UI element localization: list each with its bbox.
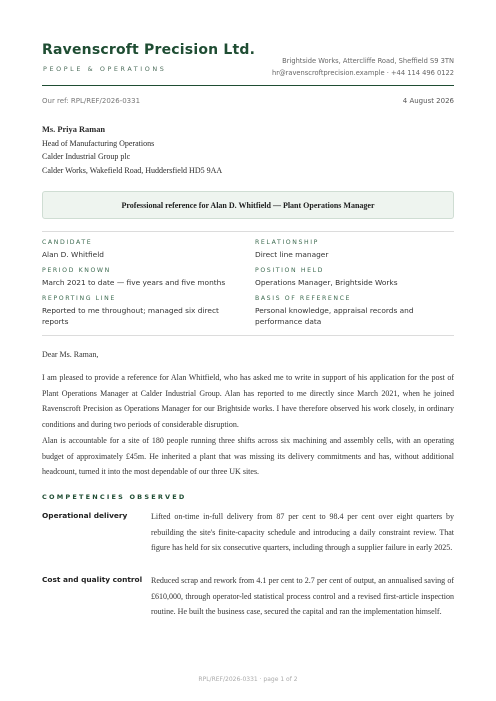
detail-label: RELATIONSHIP: [255, 239, 319, 246]
details-bottom-divider: [42, 335, 454, 336]
company-contact: hr@ravenscroftprecision.example · +44 114 496 0122: [271, 69, 454, 77]
department-name: PEOPLE & OPERATIONS: [43, 65, 167, 73]
recipient-name: Ms. Priya Raman: [42, 125, 106, 134]
reference-number: Our ref: RPL/REF/2026-0331: [42, 97, 141, 105]
detail-label: CANDIDATE: [42, 239, 93, 246]
recipient-title: Head of Manufacturing Operations: [42, 138, 155, 148]
competency-label: Cost and quality control: [42, 575, 143, 584]
recipient-company: Calder Industrial Group plc: [42, 152, 131, 161]
detail-reporting-line: [42, 295, 247, 327]
detail-period-known: [42, 267, 247, 288]
detail-label: POSITION HELD: [255, 267, 324, 274]
detail-value: Alan D. Whitfield: [42, 250, 104, 259]
letterhead-address-block: [272, 55, 454, 79]
detail-candidate: [42, 239, 247, 260]
letterhead-divider: [42, 85, 454, 86]
salutation: Dear Ms. Raman,: [42, 350, 99, 359]
detail-label: PERIOD KNOWN: [42, 267, 111, 274]
recipient-address: Calder Works, Wakefield Road, Huddersfield HD5 9AA: [42, 165, 223, 175]
detail-basis-of-reference: [255, 295, 454, 327]
detail-value: Operations Manager, Brightside Works: [255, 278, 398, 287]
subject-line: Professional reference for Alan D. Whitfield — Plant Operations Manager: [42, 191, 454, 219]
detail-relationship: [255, 239, 460, 260]
details-top-divider: [42, 231, 454, 232]
company-name: Ravenscroft Precision Ltd.: [42, 42, 256, 58]
detail-label: REPORTING LINE: [42, 295, 116, 302]
competency-text: Reduced scrap and rework from 4.1 per cent to 2.7 per cent of output, an annualised saving of £610,000, through operator-led statistical process control and a revised first-article inspection routine. He built the business case, secured the capital and ran the implementation himself.: [151, 576, 454, 616]
body-paragraph: Alan is accountable for a site of 180 people running three shifts across six machining and assembly cells, with an operating budget of approximately £45m. He inherited a plant that was missing its delivery commitments and has, without additional headcount, turned it into the most dependable of our three UK sites.: [42, 436, 454, 476]
company-address: Brightside Works, Attercliffe Road, Sheffield S9 3TN: [282, 57, 454, 65]
detail-value: Direct line manager: [255, 250, 329, 259]
page-footer: RPL/REF/2026-0331 · page 1 of 2: [198, 676, 298, 683]
detail-value: March 2021 to date — five years and five months: [42, 278, 226, 287]
competency-label: Operational delivery: [42, 511, 128, 520]
competencies-heading: COMPETENCIES OBSERVED: [42, 493, 187, 501]
detail-value: Personal knowledge, appraisal records and performance data: [255, 306, 414, 326]
detail-label: BASIS OF REFERENCE: [255, 295, 352, 302]
body-paragraph: I am pleased to provide a reference for Alan Whitfield, who has asked me to write in support of his application for the post of Plant Operations Manager at Calder Industrial Group. Alan has reported to me directly since March 2021, when he joined Ravenscroft Precision as Operations Manager for our Brightside works. I have therefore observed his work closely, in ordinary conditions and during two periods of considerable disruption.: [42, 373, 454, 429]
competency-text: Lifted on-time in-full delivery from 87 per cent to 98.4 per cent over eight quarters by rebuilding the site's finite-capacity schedule and introducing a daily constraint review. That figure has held for six consecutive quarters, including through a supplier failure in early 2025.: [151, 512, 454, 552]
detail-value: Reported to me throughout; managed six direct reports: [42, 306, 219, 326]
letter-date: 4 August 2026: [402, 97, 454, 105]
detail-position-held: [255, 267, 460, 288]
recipient-block: [42, 123, 222, 177]
